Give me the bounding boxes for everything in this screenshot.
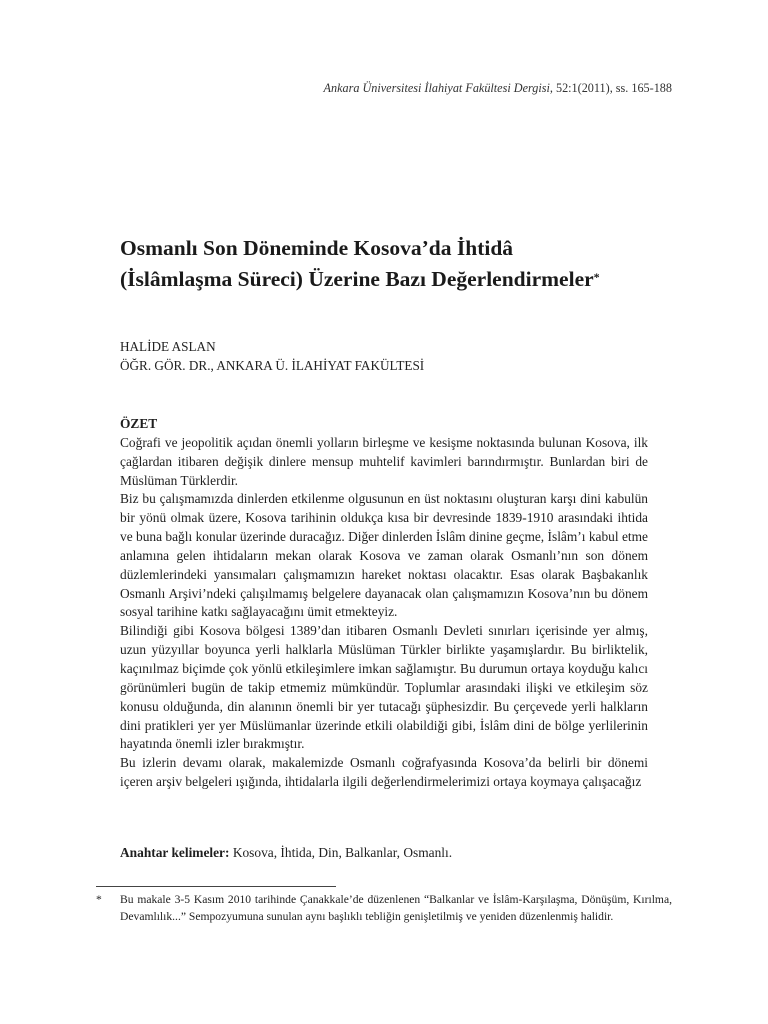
keywords-value: Kosova, İhtida, Din, Balkanlar, Osmanlı.: [229, 845, 453, 860]
abstract-section: [120, 415, 648, 792]
footnote: [96, 892, 672, 925]
author-name: HALİDE ASLAN: [120, 339, 216, 354]
keywords-label: Anahtar kelimeler:: [120, 845, 230, 860]
journal-citation: 52:1(2011), ss. 165-188: [552, 81, 672, 95]
abstract-paragraph: Biz bu çalışmamızda dinlerden etkilenme olgusunun en üst noktasını oluşturan karşı dini kabulün bir yönü olmak üzere, Kosova tarihinin oldukça kısa bir devresinde 1839-1910 arasındaki ihtida ve buna bağlı konular üzerinde duracağız. Diğer dinlerden İslâm dinine geçme, İslâm’ı kabul etme anlamına gelen ihtidaların mekan olarak Kosova ve zaman olarak Osmanlı’nın son dönem düzlemlerindeki yansımaları çalışmamızın hareket noktası olacaktır. Esas olarak Başbakanlık Osmanlı Arşivi’ndeki çalışılmamış belgelere dayanacak olan çalışmamızın Kosova’nın bu dönem sosyal tarihine katkı sağlayacağını ümit etmekteyiz.: [120, 491, 648, 620]
footnote-reference-mark: *: [593, 270, 600, 284]
abstract-paragraph: Bilindiği gibi Kosova bölgesi 1389’dan itibaren Osmanlı Devleti sınırları içerisinde yer almış, uzun yüzyıllar boyunca yerli halklarla Müslüman Türkler birlikte yaşamışlardır. Bu birliktelik, kaçınılmaz biçimde çok yönlü etkileşimlere imkan sağlamıştır. Bu durumun ortaya koyduğu kalıcı görünümleri bugün de takip etmemiz mümkündür. Toplumlar arasındaki ilişki ve etkileşim söz konusu olduğunda, din alanının önemli bir yer tutacağı şüphesizdir. Bu çerçevede yerli halkların dini pratikleri yer yer Müslümanlar üzerinde etkili olabildiği gibi, İslâm dini de bölge yerlilerinin hayatında önemli izler bırakmıştır.: [120, 623, 648, 752]
running-header: [324, 81, 672, 96]
author-affiliation: ÖĞR. GÖR. DR., ANKARA Ü. İLAHİYAT FAKÜLTESİ: [120, 358, 425, 373]
abstract-paragraph: Coğrafi ve jeopolitik açıdan önemli yolların birleşme ve kesişme noktasında bulunan Kosova, ilk çağlardan itibaren değişik dinlere mensup muhtelif kavimleri barındırmıştır. Bunlardan biri de Müslüman Türklerdir.: [120, 434, 648, 488]
article-title-line2: (İslâmlaşma Süreci) Üzerine Bazı Değerlendirmeler: [120, 267, 594, 291]
abstract-heading: ÖZET: [120, 416, 158, 431]
abstract-paragraph: Bu izlerin devamı olarak, makalemizde Osmanlı coğrafyasında Kosova’da belirli bir dönemi içeren arşiv belgeleri ışığında, ihtidalarla ilgili değerlendirmelerimizi ortaya koymaya çalışacağız: [120, 755, 648, 790]
article-title: [120, 233, 680, 295]
journal-name: Ankara Üniversitesi İlahiyat Fakültesi Dergisi,: [323, 81, 553, 95]
footnote-divider: [96, 886, 336, 887]
footnote-mark: *: [96, 893, 102, 906]
footnote-text: Bu makale 3-5 Kasım 2010 tarihinde Çanakkale’de düzenlenen “Balkanlar ve İslâm-Karşılaşma, Dönüşüm, Kırılma, Devamlılık...” Sempozyumuna sunulan aynı başlıklı tebliğin genişletilmiş ve yeniden düzenlenmiş halidir.: [120, 893, 672, 923]
keywords-line: [120, 843, 648, 862]
author-block: [120, 337, 424, 375]
article-title-line1: Osmanlı Son Döneminde Kosova’da İhtidâ: [120, 236, 514, 260]
